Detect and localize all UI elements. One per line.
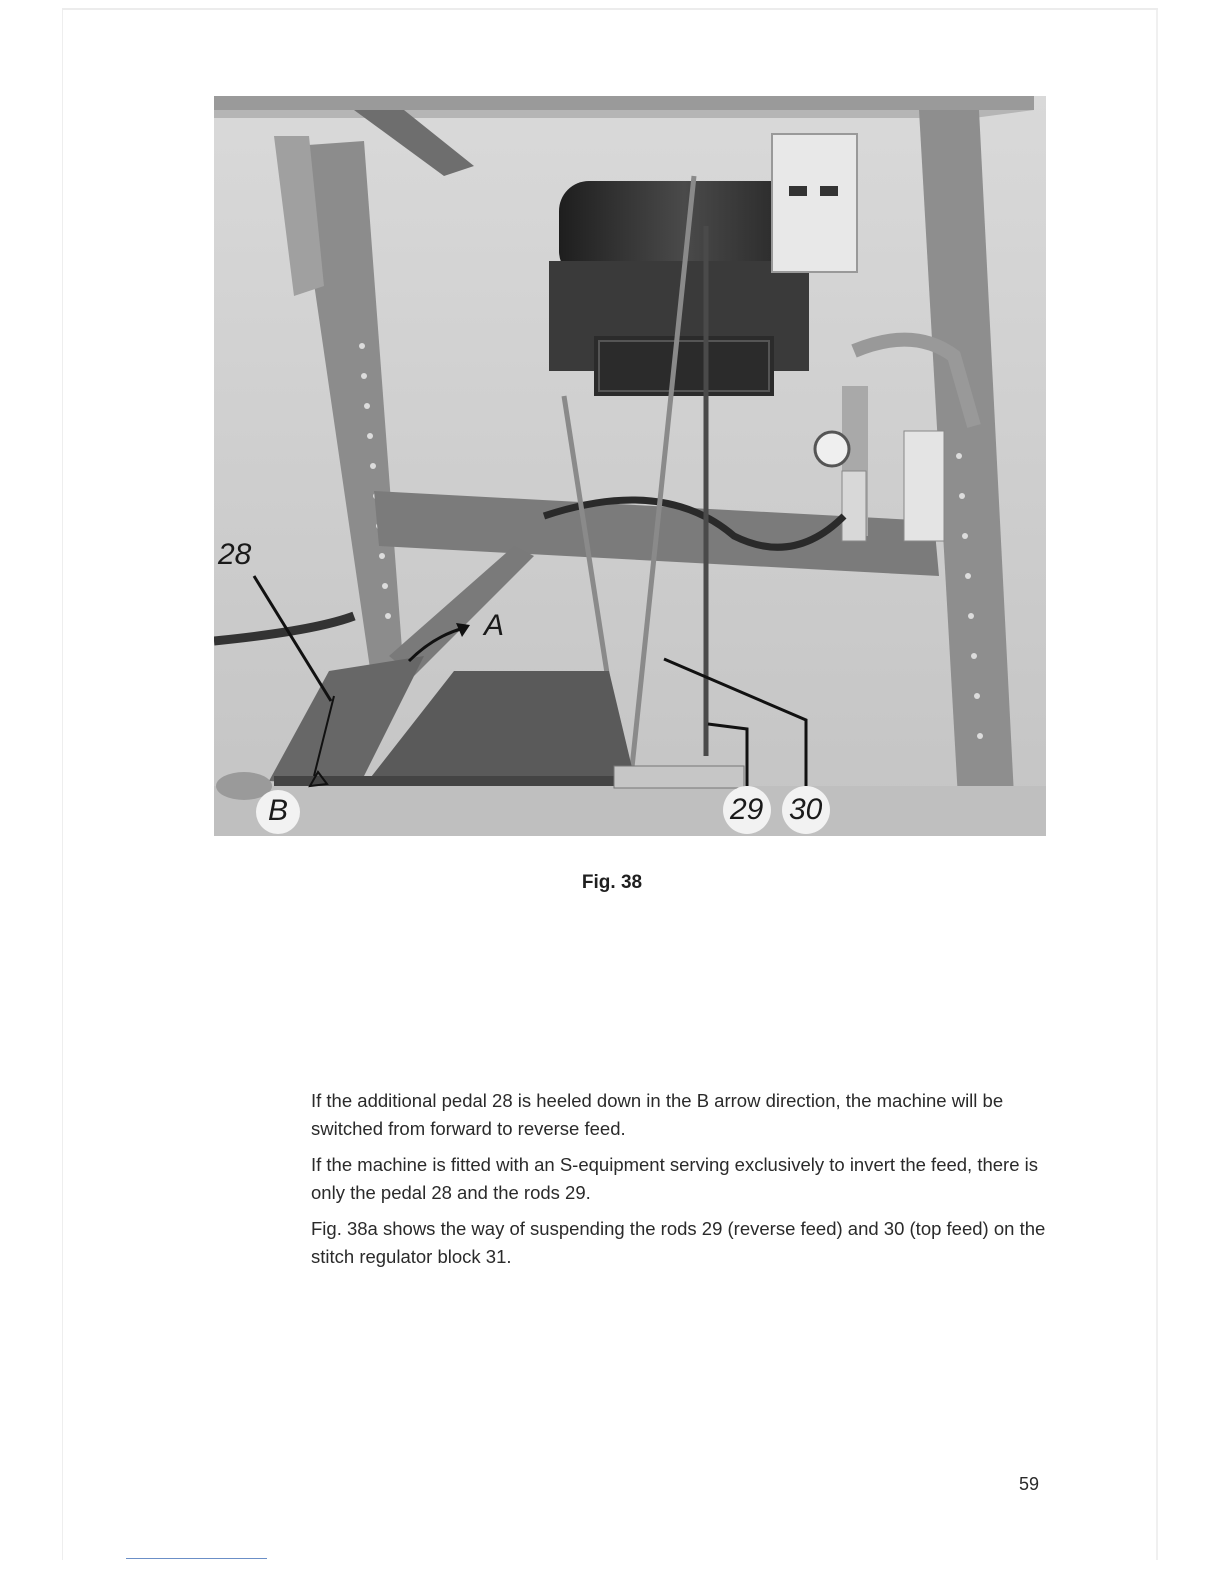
page-number: 59 — [1019, 1474, 1040, 1494]
paragraph-pedal-reverse: If the additional pedal 28 is heeled down in the B arrow direction, the machine will be switched from forward to reverse feed. — [311, 1090, 1004, 1139]
page-edge-left — [62, 10, 63, 1560]
figure-38-photo — [214, 96, 1046, 836]
callout-direction-a: A — [484, 609, 505, 642]
paragraph-rod-suspension: Fig. 38a shows the way of suspending the rods 29 (reverse feed) and 30 (top feed) on the stitch regulator block 31. — [311, 1218, 1046, 1267]
table-top — [214, 96, 1034, 110]
paragraph-s-equipment: If the machine is fitted with an S-equipment serving exclusively to invert the feed, there is only the pedal 28 and the rods 29. — [311, 1154, 1039, 1203]
callout-rod-30: 30 — [789, 793, 823, 826]
footer-rule — [126, 1558, 267, 1559]
figure-caption: Fig. 38 — [581, 872, 643, 893]
callout-pedal-28: 28 — [218, 538, 252, 571]
switch-box — [772, 134, 857, 272]
page-edge-right — [1156, 10, 1158, 1560]
page-edge-top — [62, 8, 1158, 10]
pressure-gauge — [815, 432, 849, 466]
table-apron — [214, 110, 1034, 118]
body-text — [311, 1087, 1051, 1279]
callout-rod-29: 29 — [730, 793, 764, 826]
callout-direction-b: B — [268, 794, 289, 827]
